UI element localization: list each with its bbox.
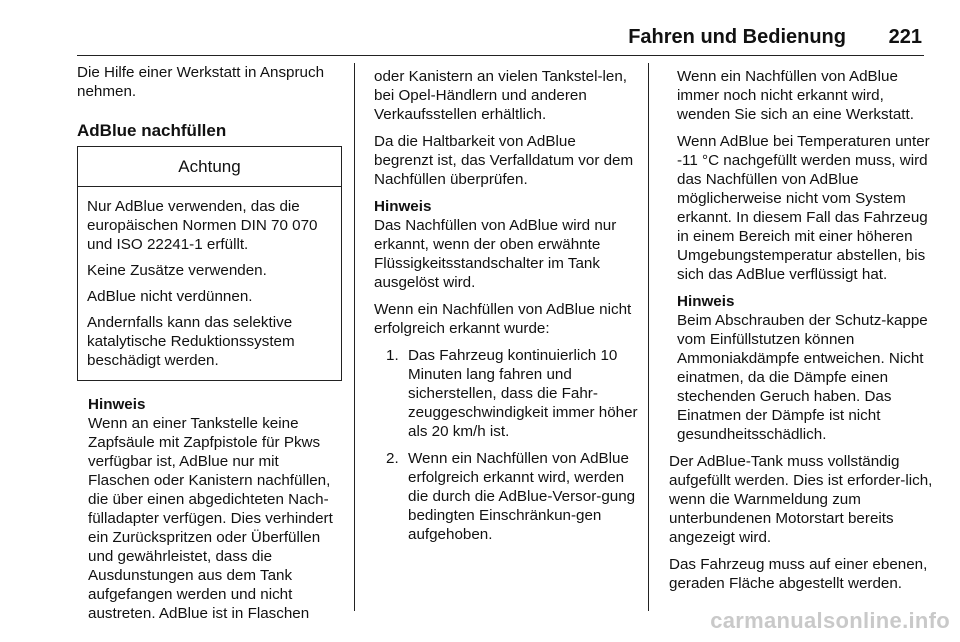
step-number: 1. <box>386 347 399 364</box>
caution-title: Achtung <box>78 147 341 187</box>
caution-body <box>78 187 341 380</box>
step-text: Das Fahrzeug kontinuierlich 10 Minuten lang fahren und sicherstellen, dass die Fahr-zeuggeschwindigkeit immer höher als 20 km/h ist. <box>408 347 638 440</box>
watermark: carmanualsonline.info <box>710 608 950 633</box>
column-divider-1 <box>354 63 355 611</box>
caution-item: Nur AdBlue verwenden, das die europäischen Normen DIN 70 070 und ISO 22241-1 erfüllt. <box>87 198 318 253</box>
caution-box <box>77 146 342 381</box>
intro-text: Die Hilfe einer Werkstatt in Anspruch nehmen. <box>77 64 325 100</box>
column-3 <box>669 67 934 601</box>
paragraph: Der AdBlue-Tank muss vollständig aufgefüllt werden. Dies ist erforder-lich, wenn die Warnmeldung zum unterbundenen Motorstart bereits angezeigt wird. <box>669 453 933 546</box>
list-item <box>374 449 639 544</box>
paragraph: Da die Haltbarkeit von AdBlue begrenzt ist, das Verfalldatum vor dem Nachfüllen überprüfen. <box>374 133 634 188</box>
hint-label: Hinweis <box>88 396 146 413</box>
chapter-title: Fahren und Bedienung <box>628 26 846 48</box>
column-2 <box>374 67 639 552</box>
caution-item: Andernfalls kann das selektive katalytische Reduktionssystem beschädigt werden. <box>87 314 295 369</box>
hint-text: Das Nachfüllen von AdBlue wird nur erkannt, wenn der oben erwähnte Flüssigkeitsstandschalter im Tank ausgelöst wird. <box>374 217 617 291</box>
page-number: 221 <box>888 26 922 48</box>
hint-label: Hinweis <box>677 293 735 310</box>
column-divider-2 <box>648 63 649 611</box>
paragraph: Wenn AdBlue bei Temperaturen unter -11 °C nachgefüllt werden muss, wird das Nachfüllen von AdBlue möglicherweise nicht vom System erkannt. In diesem Fall das Fahrzeug in einem Bereich mit einer höheren Umgebungstemperatur abstellen, bis sich das AdBlue verflüssigt hat. <box>677 133 930 283</box>
caution-item: Keine Zusätze verwenden. <box>87 262 267 279</box>
paragraph: Wenn ein Nachfüllen von AdBlue immer noch nicht erkannt wird, wenden Sie sich an eine Werkstatt. <box>677 68 914 123</box>
paragraph: Wenn ein Nachfüllen von AdBlue nicht erfolgreich erkannt wurde: <box>374 301 632 337</box>
indented-block <box>669 67 934 444</box>
paragraph: Das Fahrzeug muss auf einer ebenen, geraden Fläche abgestellt werden. <box>669 556 928 592</box>
hint-block <box>77 395 342 623</box>
column-1 <box>77 63 342 631</box>
hint-label: Hinweis <box>374 198 432 215</box>
list-item <box>374 346 639 441</box>
step-text: Wenn ein Nachfüllen von AdBlue erfolgreich erkannt wird, werden die durch die AdBlue-Versor-gung bedingten Einschränkun-gen aufgehoben. <box>408 450 636 543</box>
step-number: 2. <box>386 450 399 467</box>
section-title: AdBlue nachfüllen <box>77 121 227 140</box>
caution-item: AdBlue nicht verdünnen. <box>87 288 253 305</box>
hint-text: Wenn an einer Tankstelle keine Zapfsäule mit Zapfpistole für Pkws verfügbar ist, AdBlue nur mit Flaschen oder Kanistern nachfüllen, die über einen abgedichteten Nach-fülladapter verfügen. Dies verhindert ein Zurückspritzen oder Überfüllen und gewährleistet, dass die Ausdunstungen aus dem Tank aufgefangen werden und nicht austreten. AdBlue ist in Flaschen <box>88 415 333 622</box>
hint-text: Beim Abschrauben der Schutz-kappe vom Einfüllstutzen können Ammoniakdämpfe entweichen. Nicht einatmen, da die Dämpfe einen stechenden Geruch haben. Das Einatmen der Dämpfe ist nicht gesundheitsschädlich. <box>677 312 928 443</box>
paragraph: oder Kanistern an vielen Tankstel-len, bei Opel-Händlern und anderen Verkaufsstellen erhältlich. <box>374 68 627 123</box>
steps-list <box>374 346 639 544</box>
page-header <box>77 0 924 56</box>
